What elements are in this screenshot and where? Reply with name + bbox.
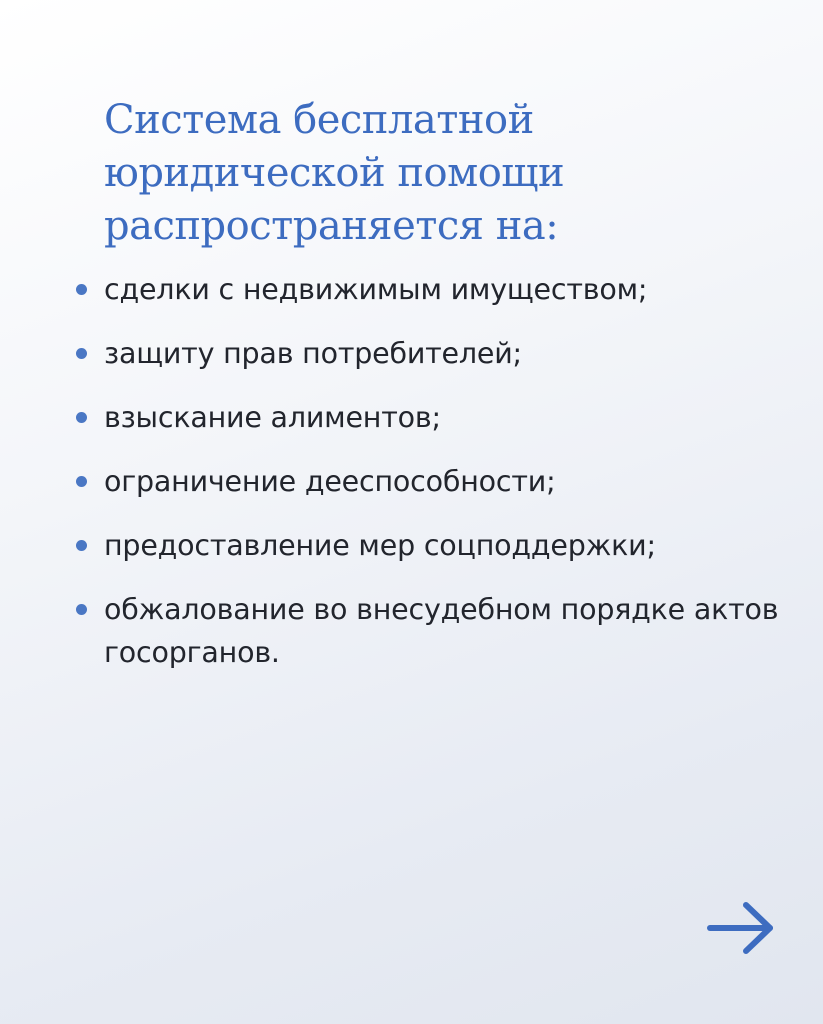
coverage-list (76, 268, 796, 695)
bullet-icon (76, 540, 87, 551)
list-item-text: предоставление мер соцподдержки; (104, 529, 656, 562)
list-item-text: сделки с недвижимым имуществом; (104, 273, 648, 306)
list-item (76, 332, 796, 375)
bullet-icon (76, 476, 87, 487)
bullet-icon (76, 348, 87, 359)
list-item (76, 524, 796, 567)
list-item (76, 588, 796, 674)
heading-line: юридической помощи (104, 150, 565, 196)
list-item-text: защиту прав потребителей; (104, 337, 522, 370)
heading (104, 94, 784, 253)
arrow-right-icon (706, 900, 776, 956)
list-item-text: взыскание алиментов; (104, 401, 441, 434)
next-slide-button[interactable] (706, 900, 776, 956)
heading-line: Система бесплатной (104, 97, 534, 143)
bullet-icon (76, 284, 87, 295)
list-item (76, 396, 796, 439)
bullet-icon (76, 412, 87, 423)
heading-line: распространяется на: (104, 203, 559, 249)
list-item-text: обжалование во внесудебном порядке актов госорганов. (104, 593, 779, 669)
list-item (76, 268, 796, 311)
bullet-icon (76, 604, 87, 615)
list-item (76, 460, 796, 503)
list-item-text: ограничение дееспособности; (104, 465, 556, 498)
